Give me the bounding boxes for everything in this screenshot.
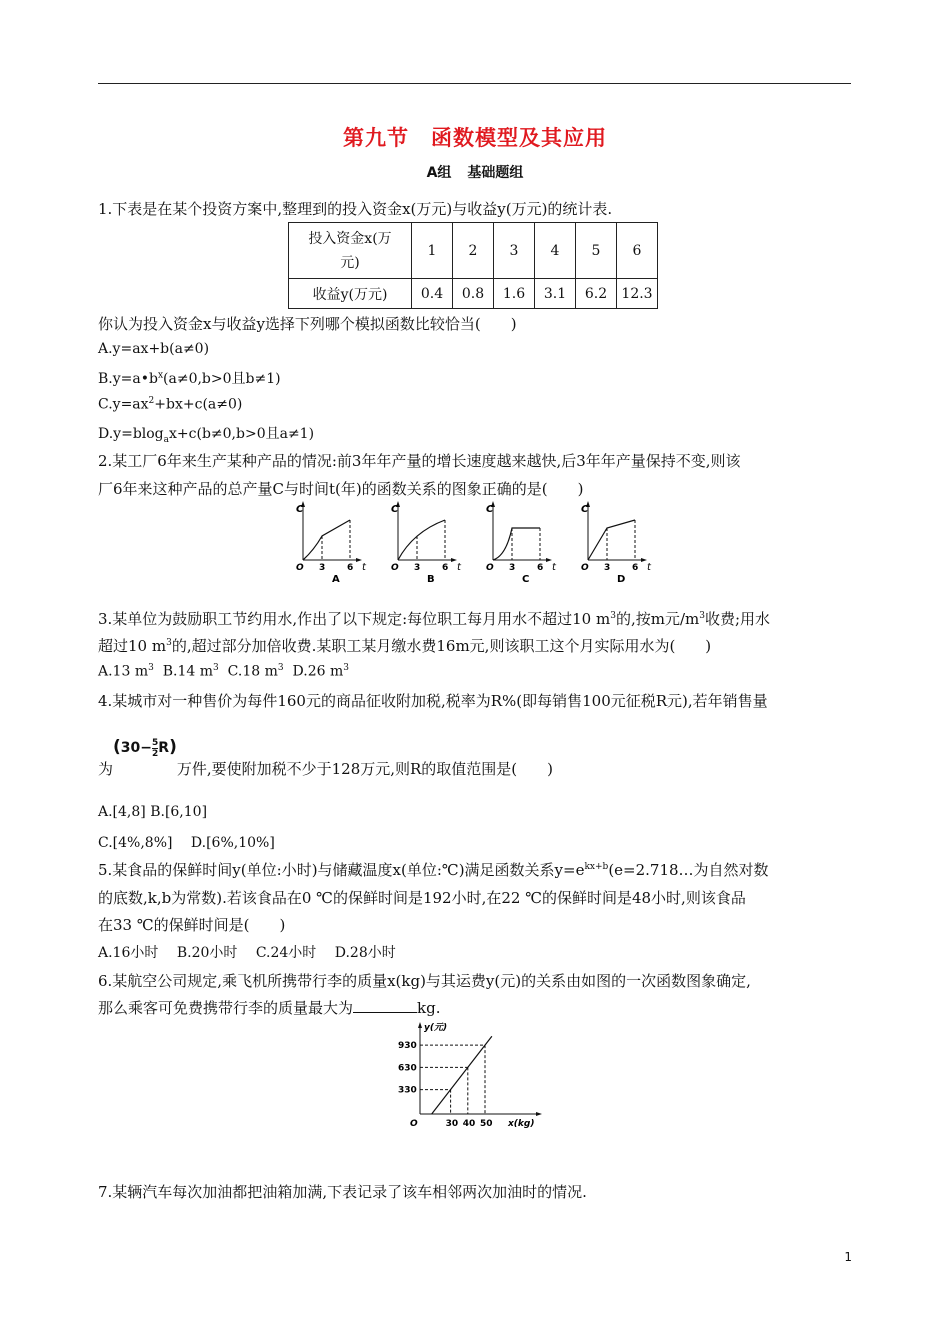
svg-text:C: C	[391, 504, 399, 515]
svg-text:6: 6	[347, 563, 354, 573]
q4-options-ab: A.[4,8] B.[6,10]	[98, 804, 208, 820]
q5-line3: 在33 ℃的保鲜时间是( )	[98, 916, 286, 934]
q5-line2: 的底数,k,b为常数).若该食品在0 ℃的保鲜时间是192小时,在22 ℃的保鲜时间是48小时,则该食品	[98, 889, 746, 907]
q1-option-b: $B.y=a•b^x(a\ne 0,b>0$且b≠1)	[98, 370, 281, 387]
title-section-number: 第九节	[343, 125, 409, 150]
svg-text:6: 6	[442, 563, 449, 573]
graph-d-curve	[588, 520, 635, 560]
x-tick-label: 30	[445, 1119, 459, 1129]
svg-text:3: 3	[509, 563, 516, 573]
q4-line1: 4.某城市对一种售价为每件160元的商品征收附加税,税率为R%(即每销售100元征税R元),若年销售量	[98, 692, 768, 710]
y-tick-label: 930	[398, 1041, 417, 1052]
q1-table	[288, 222, 658, 309]
svg-text:6: 6	[632, 563, 639, 573]
svg-text:t: t	[647, 562, 651, 573]
svg-text:A: A	[332, 574, 340, 585]
q1-cell: 3.1	[535, 279, 576, 309]
q1-cell: 0.8	[453, 279, 494, 309]
q1-cell: 5	[576, 223, 617, 279]
svg-text:3: 3	[319, 563, 326, 573]
header-rule	[98, 83, 851, 84]
x-axis-label: x(kg)	[508, 1119, 535, 1129]
cost-line	[432, 1036, 492, 1114]
q1-cell: 6.2	[576, 279, 617, 309]
q1-cell: 12.3	[617, 279, 658, 309]
svg-text:C: C	[581, 504, 589, 515]
q4-expression: (30− $\frac{5}{2}$ R)	[113, 737, 177, 759]
q5-options: A.16小时 B.20小时 C.24小时 D.28小时	[98, 945, 396, 961]
q2-line1: 2.某工厂6年来生产某种产品的情况:前3年年产量的增长速度越来越快,后3年年产量保持不变,则该	[98, 452, 741, 470]
svg-text:t: t	[552, 562, 556, 573]
group-name: 基础题组	[467, 165, 524, 181]
q6-line1: 6.某航空公司规定,乘飞机所携带行李的质量x(kg)与其运费y(元)的关系由如图的一次函数图象确定,	[98, 972, 751, 990]
q6-plot	[398, 1036, 493, 1129]
q2-graph-a	[296, 501, 367, 585]
q1-row1-label: 投入资金x(万 元)	[289, 223, 412, 279]
svg-text:t: t	[457, 562, 461, 573]
graph-a-curve	[303, 520, 350, 560]
graph-c-curve	[493, 528, 540, 560]
origin-label: O	[410, 1119, 418, 1129]
section-title	[0, 122, 950, 152]
y-axis-label: y(元)	[424, 1023, 448, 1033]
q2-graph-c	[486, 501, 557, 585]
q1-option-a: A.y=ax+b(a≠0)	[98, 341, 210, 357]
svg-text:C: C	[486, 504, 494, 515]
svg-text:O: O	[486, 563, 494, 573]
x-tick-label: 40	[462, 1119, 476, 1129]
q2-graph-d	[581, 501, 652, 585]
svg-text:t: t	[362, 562, 366, 573]
q1-cell: 0.4	[412, 279, 453, 309]
q3-line1: 3.某单位为鼓励职工节约用水,作出了以下规定:每位职工每月用水不超过10 $m^3$的,按m元$/m^3$收费;用水	[98, 610, 771, 628]
q2-graph-b	[391, 501, 462, 585]
svg-text:O: O	[581, 563, 589, 573]
svg-text:3: 3	[414, 563, 421, 573]
q4-options-cd: C.[4%,8%] D.[6%,10%]	[98, 835, 275, 851]
q1-cell: 1	[412, 223, 453, 279]
title-text: 函数模型及其应用	[431, 125, 607, 150]
svg-text:C: C	[296, 504, 304, 515]
group-heading	[0, 162, 950, 182]
group-label: A组	[426, 165, 452, 181]
q1-option-d: D.y=blog$_a$x+c(b≠0,b>0且a≠1)	[98, 426, 315, 445]
x-tick-label: 50	[480, 1119, 493, 1129]
q1-stem: 1.下表是在某个投资方案中,整理到的投入资金x(万元)与收益y(万元)的统计表.	[98, 200, 613, 218]
svg-text:O: O	[391, 563, 399, 573]
q1-cell: 6	[617, 223, 658, 279]
q1-cell: 3	[494, 223, 535, 279]
q1-option-c: $C.y=ax^2+bx+c(a\ne 0)$	[98, 396, 243, 413]
answer-blank[interactable]	[353, 998, 417, 1013]
q7-line1: 7.某辆汽车每次加油都把油箱加满,下表记录了该车相邻两次加油时的情况.	[98, 1183, 587, 1201]
q1-cell: 1.6	[494, 279, 535, 309]
q6-graph	[390, 1018, 570, 1138]
q1-question: 你认为投入资金x与收益y选择下列哪个模拟函数比较恰当( )	[98, 315, 517, 333]
q1-cell: 4	[535, 223, 576, 279]
q4-line2: 为(30− $\frac{5}{2}$ R)万件,要使附加税不少于128万元,则R的取值范围是( )	[98, 737, 554, 778]
q3-options: A.13 $m^3$ B.14 $m^3$ C.18 $m^3$ D.26 $m^3$	[98, 663, 349, 680]
q2-graphs	[288, 498, 668, 588]
y-tick-label: 630	[398, 1063, 417, 1074]
graph-b-curve	[398, 520, 445, 560]
q6-line2: 那么乘客可免费携带行李的质量最大为 kg.	[98, 999, 441, 1017]
q3-line2: 超过10 $m^3$的,超过部分加倍收费.某职工某月缴水费16m元,则该职工这个月实际用水为( )	[98, 637, 712, 655]
svg-text:D: D	[617, 574, 626, 585]
svg-text:C: C	[522, 574, 530, 585]
page-number: 1	[844, 1250, 852, 1264]
q5-line1: 5.某食品的保鲜时间y(单位:小时)与储藏温度x(单位:℃)满足函数关系$y=e^{kx+b}(e=2.718\dots$为自然对数	[98, 861, 769, 879]
q2-line2: 厂6年来这种产品的总产量C与时间t(年)的函数关系的图象正确的是( )	[98, 480, 584, 498]
svg-text:B: B	[427, 574, 435, 585]
q1-cell: 2	[453, 223, 494, 279]
q1-row2-label: 收益y(万元)	[289, 279, 412, 309]
svg-text:3: 3	[604, 563, 611, 573]
svg-text:O: O	[296, 563, 304, 573]
y-tick-label: 330	[398, 1085, 417, 1096]
svg-text:6: 6	[537, 563, 544, 573]
